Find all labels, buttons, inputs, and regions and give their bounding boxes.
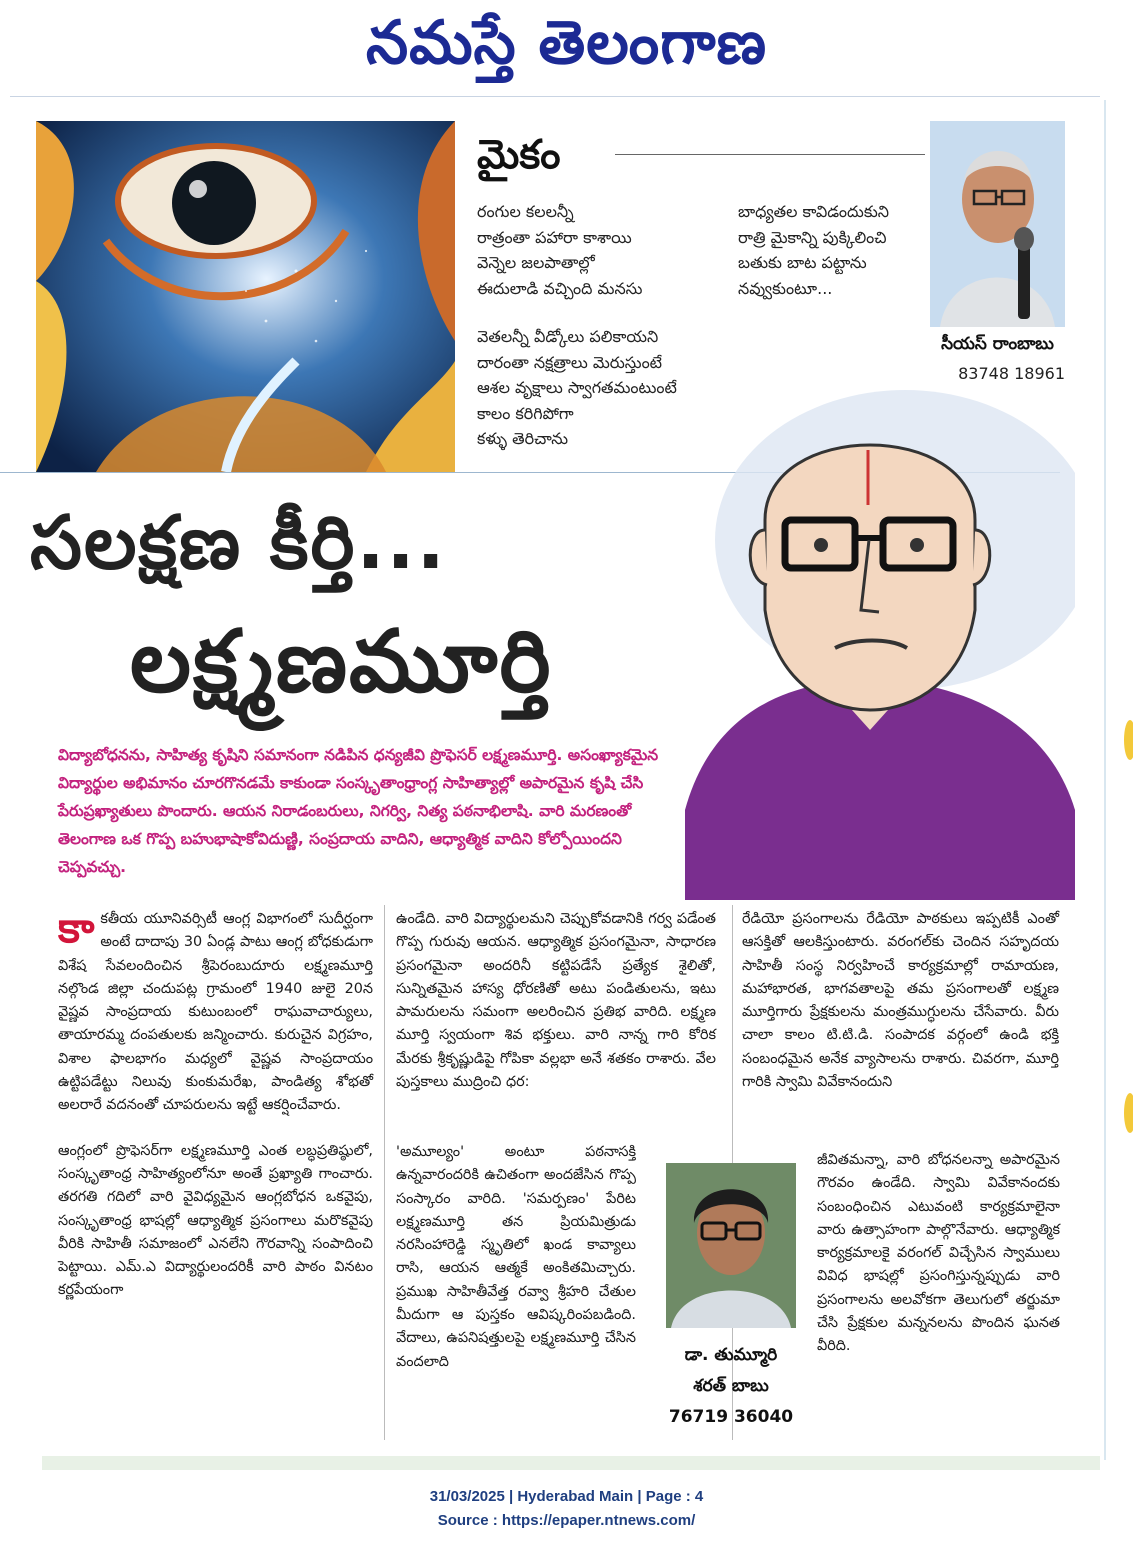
poet-name: సీయస్ రాంబాబు — [941, 334, 1054, 354]
edge-decoration — [1124, 1093, 1133, 1133]
paragraph: కతీయ యూనివర్సిటీ ఆంగ్ల విభాగంలో సుదీర్ఘంగా అంటే దాదాపు 30 ఏండ్ల పాటు ఆంగ్ల బోధకుడుగా విశేష సేవలందించిన శ్రీపెరంబుదూరు లక్ష్మణమూర్తి నల్గొండ జిల్లా చందుపట్ల గ్రామంలో 1940 జులై 20న వైష్ణవ సాంప్రదాయ కుటుంబంలో రాఘవాచార్యులు, తాయారమ్మ దంపతులకు జన్మించారు. కురుచైన విగ్రహం, విశాల ఫాలభాగం మధ్యలో వైష్ణవ సాంప్రదాయం ఉట్టిపడేట్టు నిలువు కుంకుమరేఖ, పాండిత్య శోభతో అలరారే వదనంతో చూపరులను ఇట్టే ఆకర్షించేవారు. — [58, 911, 373, 1114]
edge-decoration — [1124, 720, 1133, 760]
author-name-line-1: డా. తుమ్మూరి — [684, 1345, 778, 1365]
footer-source-link[interactable]: Source : https://epaper.ntnews.com/ — [437, 1512, 696, 1529]
poem-stanza-1 — [477, 199, 727, 301]
poem-line: వెతలన్నీ వీడ్కోలు పలికాయని — [477, 327, 659, 346]
poem-line: నవ్వుకుంటూ... — [738, 278, 833, 298]
article-column-3 — [742, 908, 1059, 1116]
column-divider — [384, 905, 385, 1440]
headline-line-1: సలక్షణ కీర్తి... — [30, 500, 447, 586]
poem-line: దారంతా నక్షత్రాలు మెరుస్తుంటే — [477, 352, 663, 372]
poem-line: రాత్రి మైకాన్ని పుక్కిలించి — [738, 227, 887, 247]
article-column-3-continued — [817, 1149, 1060, 1381]
poem-title-rule — [615, 154, 925, 155]
author-name-line-2: శరత్ బాబు — [693, 1376, 769, 1396]
poem-title: మైకం — [477, 132, 561, 178]
paragraph: 'అమూల్యం' అంటూ పఠనాసక్తి ఉన్నవారందరికి ఉచితంగా అందజేసిన గొప్ప సంస్కారం వారిది. 'సమర్పణం' పేరిట లక్ష్మణమూర్తి తన ప్రియమిత్రుడు నరసింహారెడ్డి స్మృతిలో ఖండ కావ్యాలు రాసి, ఆయన ఆత్మకే అంకితమిచ్చారు. ప్రముఖ సాహితీవేత్త రవ్వా శ్రీహరి చేతుల మీదుగా ఆ పుస్తకం ఆవిష్కరింపబడింది. వేదాలు, ఉపనిషత్తులపై లక్ష్మణమూర్తి చేసిన వందలాది — [396, 1144, 636, 1370]
masthead-rule — [10, 96, 1100, 97]
paragraph: ఆంగ్లంలో ప్రొఫెసర్‌గా లక్ష్మణమూర్తి ఎంత లబ్ధప్రతిష్ఠులో, సంస్కృతాంధ్ర సాహిత్యంలోనూ అంతే ప్రఖ్యాతి గాంచారు. తరగతి గదిలో వారి వైవిధ్యమైన ఆంగ్లబోధన ఒకవైపు, సంస్కృతాంధ్ర భాషల్లో ఆధ్యాత్మిక ప్రసంగాలు మరొకవైపు వీరికి సాహితీ సమాజంలో ఎనలేని గౌరవాన్ని సంపాదించి పెట్టాయి. ఎమ్.ఎ విద్యార్థులందరికీ వారి పాఠం వినటం కర్ణపేయంగా — [58, 1142, 373, 1299]
poem-line: ఈదులాడి వచ్చింది మనసు — [477, 278, 643, 298]
poem-painting-image — [36, 121, 455, 472]
bottom-band — [42, 1456, 1100, 1470]
poem-line: వెన్నెల జలపాతాల్లో — [477, 253, 595, 273]
poem-line: ఆశల వృక్షాలు స్వాగతమంటుంటే — [477, 378, 677, 398]
article-column-2 — [396, 908, 716, 1116]
poem-line: కళ్ళు తెరిచాను — [477, 429, 569, 449]
poet-photo — [930, 121, 1065, 327]
author-phone: 76719 36040 — [668, 1407, 794, 1427]
page-edge-line — [1104, 100, 1106, 1460]
headline-line-2: లక్ష్మణమూర్తి — [130, 612, 553, 712]
paragraph: ఉండేది. వారి విద్యార్థులమని చెప్పుకోవడానికి గర్వ పడేంత గొప్ప గురువు ఆయన. ఆధ్యాత్మిక ప్రసంగమైనా, సాధారణ ప్రసంగమైనా అందరినీ కట్టిపడేసే ప్రత్యేక శైలితో, సున్నితమైన హాస్య ధోరణితో అటు పండితులను, ఇటు పామరులను సమంగా అలరించిన ప్రతిభ వారిది. లక్ష్మణ మూర్తి స్వయంగా శివ భక్తులు. వారి నాన్న గారి కోరిక మేరకు శ్రీకృష్ణుడిపై గోపికా వల్లభా అనే శతకం రాశారు. వేల పుస్తకాలు ముద్రించి ధర: — [396, 911, 716, 1091]
newspaper-masthead: నమస్తే తెలంగాణ — [365, 8, 768, 78]
poem-line: కాలం కరిగిపోగా — [477, 403, 574, 423]
poem-line: బాధ్యతల కావిడందుకుని — [738, 202, 889, 221]
poem-line: బతుకు బాట పట్టాను — [738, 253, 867, 273]
lakshmanamurthy-portrait-illustration — [655, 380, 1075, 900]
dropcap: కా — [58, 903, 95, 952]
poet-phone: 83748 18961 — [958, 364, 1065, 383]
article-column-1 — [58, 903, 373, 1325]
poem-stanza-3 — [738, 199, 928, 301]
poem-line: రాత్రంతా పహారా కాశాయి — [477, 227, 632, 247]
author-photo — [666, 1163, 796, 1328]
footer-date-edition: 31/03/2025 | Hyderabad Main | Page : 4 — [429, 1488, 704, 1505]
poem-line: రంగుల కలలన్నీ — [477, 202, 574, 221]
article-column-2-continued — [396, 1141, 636, 1396]
paragraph: జీవితమన్నా, వారి బోధనలన్నా అపారమైన గౌరవం ఉండేది. స్వామి వివేకానందకు సంబంధించిన ఎటువంటి కార్యక్రమాలైనా వారు ఉత్సాహంగా పాల్గొనేవారు. ఆధ్యాత్మిక కార్యక్రమాలకై వరంగల్ విచ్చేసిన స్వాములు వివిధ భాషల్లో ప్రసంగిస్తున్నప్పుడు వారి ప్రసంగాలను అలవోకగా తెలుగులో తర్జుమా చేసి ప్రేక్షకుల మన్ననలను పొందిన ఘనత వీరిది. — [817, 1152, 1060, 1355]
article-intro: విద్యాబోధనను, సాహిత్య కృషిని సమానంగా నడిపిన ధన్యజీవి ప్రొఫెసర్ లక్ష్మణమూర్తి. అసంఖ్యాకమైన విద్యార్థుల అభిమానం చూరగొనడమే కాకుండా సంస్కృతాంధ్రాంగ్ల సాహిత్యాల్లో అపారమైన కృషి చేసి పేరుప్రఖ్యాతులు పొందారు. ఆయన నిరాడంబరులు, నిగర్వి, నిత్య పఠనాభిలాషి. వారి మరణంతో తెలంగాణ ఒక గొప్ప బహుభాషాకోవిదుణ్ణి, సంప్రదాయ వాదిని, ఆధ్యాత్మిక వాదిని కోల్పోయిందని చెప్పవచ్చు. — [58, 746, 659, 876]
paragraph: రేడియో ప్రసంగాలను రేడియో పాఠకులు ఇప్పటికీ ఎంతో ఆసక్తితో ఆలకిస్తుంటారు. వరంగల్‌కు చెందిన సహృదయ సాహితీ సంస్థ నిర్వహించే కార్యక్రమాల్లో రామాయణ, మహాభారత, భాగవతాలపై తమ ప్రసంగాలతో లక్ష్మణ మూర్తిగారు ప్రేక్షకులను మంత్రముగ్ధులను చేసేవారు. వీరు చాలా కాలం టి.టి.డి. సంపాదక వర్గంలో ఉండి భక్తి సంబంధమైన అనేక వ్యాసాలను రాశారు. చివరగా, మూర్తి గారికి స్వామి వివేకానందుని — [742, 911, 1059, 1091]
